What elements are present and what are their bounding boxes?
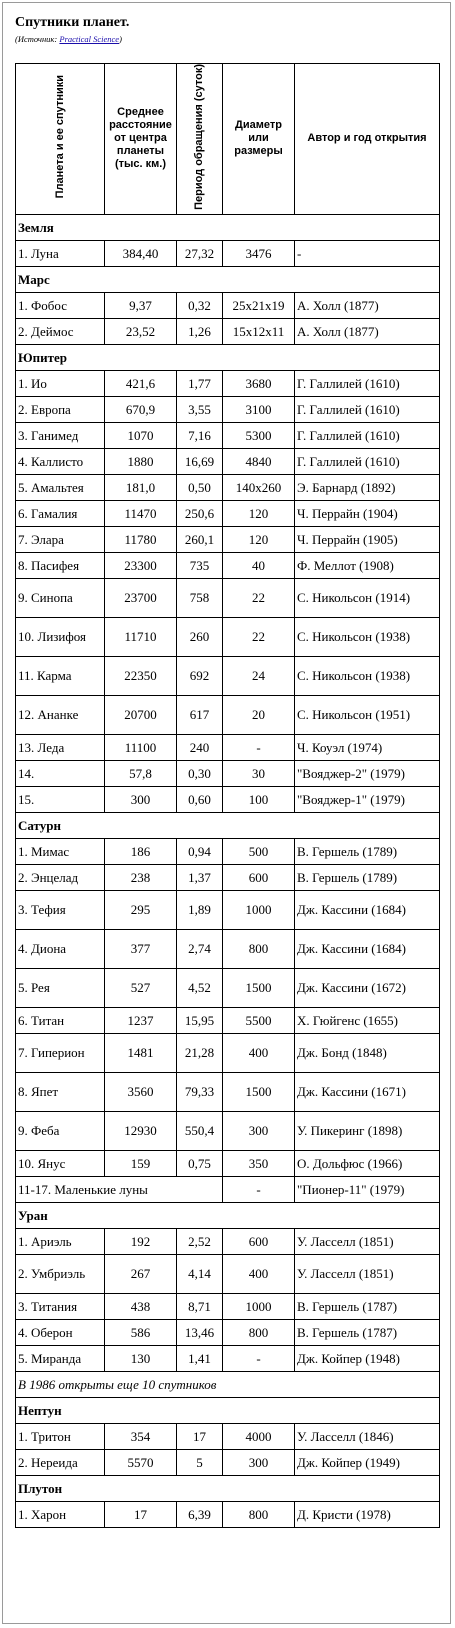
author: С. Никольсон (1914) [295,578,440,617]
diameter: 120 [223,526,295,552]
author: В. Гершель (1789) [295,838,440,864]
satellite-name: 9. Синопа [16,578,105,617]
table-row [16,1150,440,1176]
table-row [16,578,440,617]
distance: 186 [105,838,177,864]
period: 0,94 [177,838,223,864]
distance: 295 [105,890,177,929]
source-suffix: ) [119,34,122,44]
author: У. Ласселл (1851) [295,1254,440,1293]
diameter: 800 [223,1501,295,1527]
author: Дж. Кассини (1671) [295,1072,440,1111]
planet-row [16,1202,440,1228]
period: 5 [177,1449,223,1475]
col-header-diameter: Диаметр или размеры [223,64,295,215]
col-header-distance: Среднее расстояние от центра планеты (тыс. км.) [105,64,177,215]
distance: 1237 [105,1007,177,1033]
table-row [16,786,440,812]
distance: 1070 [105,422,177,448]
diameter: 500 [223,838,295,864]
distance: 438 [105,1293,177,1319]
distance: 11780 [105,526,177,552]
period: 1,77 [177,370,223,396]
diameter: - [223,1345,295,1371]
satellite-name: 1. Тритон [16,1423,105,1449]
period: 3,55 [177,396,223,422]
distance: 5570 [105,1449,177,1475]
author: Дж. Койпер (1948) [295,1345,440,1371]
table-row [16,1176,440,1202]
table-row [16,1345,440,1371]
period: 4,14 [177,1254,223,1293]
period: 0,30 [177,760,223,786]
author: Г. Галлилей (1610) [295,370,440,396]
distance: 377 [105,929,177,968]
period: 7,16 [177,422,223,448]
period: 250,6 [177,500,223,526]
author: А. Холл (1877) [295,292,440,318]
period: 1,41 [177,1345,223,1371]
distance: 181,0 [105,474,177,500]
distance: 1880 [105,448,177,474]
distance: 354 [105,1423,177,1449]
diameter: 1000 [223,890,295,929]
author: О. Дольфюс (1966) [295,1150,440,1176]
col-header-planet: Планета и ее спутники [16,64,105,215]
period: 27,32 [177,240,223,266]
period: 0,75 [177,1150,223,1176]
satellite-name: 10. Янус [16,1150,105,1176]
distance: 192 [105,1228,177,1254]
table-row [16,1449,440,1475]
header-row [16,64,440,215]
period: 13,46 [177,1319,223,1345]
table-row [16,500,440,526]
period: 79,33 [177,1072,223,1111]
diameter: 1000 [223,1293,295,1319]
diameter: 120 [223,500,295,526]
table-row [16,292,440,318]
satellite-name: 3. Титания [16,1293,105,1319]
table-row [16,318,440,344]
diameter: 600 [223,1228,295,1254]
table-row [16,838,440,864]
table-row [16,474,440,500]
table-row [16,1254,440,1293]
satellite-name: 7. Гиперион [16,1033,105,1072]
author: Дж. Кассини (1684) [295,929,440,968]
table-row [16,1423,440,1449]
diameter: 800 [223,929,295,968]
distance: 238 [105,864,177,890]
satellite-name: 2. Нереида [16,1449,105,1475]
table-row [16,968,440,1007]
diameter: 1500 [223,1072,295,1111]
note-text: В 1986 открыты еще 10 спутников [16,1371,440,1397]
diameter: 350 [223,1150,295,1176]
period: 21,28 [177,1033,223,1072]
planet-row [16,812,440,838]
table-row [16,1033,440,1072]
diameter: 30 [223,760,295,786]
table-row [16,448,440,474]
period: 692 [177,656,223,695]
author: В. Гершель (1789) [295,864,440,890]
author: - [295,240,440,266]
diameter: 4000 [223,1423,295,1449]
period: 758 [177,578,223,617]
distance: 20700 [105,695,177,734]
distance: 57,8 [105,760,177,786]
author: С. Никольсон (1951) [295,695,440,734]
author: Дж. Кассини (1672) [295,968,440,1007]
satellite-name: 5. Рея [16,968,105,1007]
satellite-name: 9. Феба [16,1111,105,1150]
satellite-name: 15. [16,786,105,812]
author: Дж. Бонд (1848) [295,1033,440,1072]
author: Э. Барнард (1892) [295,474,440,500]
diameter: 1500 [223,968,295,1007]
distance: 159 [105,1150,177,1176]
table-row [16,929,440,968]
planet-name: Сатурн [16,812,440,838]
satellite-name: 1. Луна [16,240,105,266]
diameter: 400 [223,1254,295,1293]
diameter: 5500 [223,1007,295,1033]
satellite-name: 7. Элара [16,526,105,552]
author: Г. Галлилей (1610) [295,448,440,474]
table-row [16,734,440,760]
distance: 11470 [105,500,177,526]
diameter: - [223,1176,295,1202]
planet-row [16,344,440,370]
author: У. Пикеринг (1898) [295,1111,440,1150]
author: Г. Галлилей (1610) [295,422,440,448]
distance: 17 [105,1501,177,1527]
author: А. Холл (1877) [295,318,440,344]
diameter: 40 [223,552,295,578]
table-body [16,214,440,1527]
table-row [16,552,440,578]
planet-name: Марс [16,266,440,292]
diameter: 100 [223,786,295,812]
period: 0,50 [177,474,223,500]
distance: 22350 [105,656,177,695]
table-row [16,1319,440,1345]
author: У. Ласселл (1851) [295,1228,440,1254]
period: 16,69 [177,448,223,474]
author: Ч. Перрайн (1905) [295,526,440,552]
diameter: 3100 [223,396,295,422]
table-row [16,1111,440,1150]
satellite-name: 8. Пасифея [16,552,105,578]
period: 550,4 [177,1111,223,1150]
satellite-name: 1. Ио [16,370,105,396]
satellite-name: 5. Амальтея [16,474,105,500]
distance: 11100 [105,734,177,760]
diameter: 140x260 [223,474,295,500]
planet-name: Уран [16,1202,440,1228]
satellite-name: 6. Гамалия [16,500,105,526]
diameter: 300 [223,1449,295,1475]
satellite-name: 8. Япет [16,1072,105,1111]
satellite-name: 11. Карма [16,656,105,695]
satellite-name: 1. Мимас [16,838,105,864]
author: У. Ласселл (1846) [295,1423,440,1449]
table-row [16,526,440,552]
satellite-name: 5. Миранда [16,1345,105,1371]
author: "Вояджер-2" (1979) [295,760,440,786]
satellite-name: 1. Харон [16,1501,105,1527]
distance: 23300 [105,552,177,578]
distance: 9,37 [105,292,177,318]
satellite-name: 3. Ганимед [16,422,105,448]
satellite-name: 4. Каллисто [16,448,105,474]
table-row [16,1007,440,1033]
planet-name: Земля [16,214,440,240]
period: 2,52 [177,1228,223,1254]
author: "Пионер-11" (1979) [295,1176,440,1202]
author: Х. Гюйгенс (1655) [295,1007,440,1033]
col-header-period: Период обращения (суток) [177,64,223,215]
table-row [16,656,440,695]
satellite-name: 2. Европа [16,396,105,422]
note-row [16,1371,440,1397]
author: В. Гершель (1787) [295,1319,440,1345]
table-row [16,1228,440,1254]
planet-name: Плутон [16,1475,440,1501]
source-line [15,34,122,45]
source-prefix: (Источник: [15,34,60,44]
planet-row [16,1397,440,1423]
table-row [16,617,440,656]
period: 1,37 [177,864,223,890]
table-row [16,370,440,396]
period: 8,71 [177,1293,223,1319]
period: 1,26 [177,318,223,344]
satellite-name: 2. Энцелад [16,864,105,890]
author: "Вояджер-1" (1979) [295,786,440,812]
period: 260,1 [177,526,223,552]
table-row [16,760,440,786]
distance: 11710 [105,617,177,656]
author: Г. Галлилей (1610) [295,396,440,422]
satellite-name: 1. Фобос [16,292,105,318]
diameter: 20 [223,695,295,734]
author: С. Никольсон (1938) [295,656,440,695]
satellite-name: 3. Тефия [16,890,105,929]
distance: 300 [105,786,177,812]
author: Ч. Коуэл (1974) [295,734,440,760]
distance: 3560 [105,1072,177,1111]
satellite-name: 12. Ананке [16,695,105,734]
author: Д. Кристи (1978) [295,1501,440,1527]
table-row [16,890,440,929]
diameter: 4840 [223,448,295,474]
table-row [16,1293,440,1319]
satellite-name: 2. Умбриэль [16,1254,105,1293]
period: 0,60 [177,786,223,812]
diameter: 400 [223,1033,295,1072]
author: Дж. Койпер (1949) [295,1449,440,1475]
planet-row [16,266,440,292]
diameter: 15x12x11 [223,318,295,344]
col-header-author: Автор и год открытия [295,64,440,215]
distance: 23,52 [105,318,177,344]
period: 4,52 [177,968,223,1007]
author: Дж. Кассини (1684) [295,890,440,929]
distance: 12930 [105,1111,177,1150]
table-row [16,864,440,890]
satellite-name: 13. Леда [16,734,105,760]
source-link[interactable]: Practical Science [59,34,120,44]
author: Ф. Меллот (1908) [295,552,440,578]
diameter: 24 [223,656,295,695]
table-row [16,396,440,422]
period: 6,39 [177,1501,223,1527]
table-row [16,240,440,266]
satellites-table [15,63,440,1528]
satellite-name: 11-17. Маленькие луны [16,1176,223,1202]
diameter: 5300 [223,422,295,448]
period: 17 [177,1423,223,1449]
distance: 130 [105,1345,177,1371]
diameter: 25x21x19 [223,292,295,318]
satellite-name: 14. [16,760,105,786]
diameter: 22 [223,617,295,656]
distance: 1481 [105,1033,177,1072]
period: 240 [177,734,223,760]
author: В. Гершель (1787) [295,1293,440,1319]
table-row [16,1501,440,1527]
period: 617 [177,695,223,734]
diameter: 800 [223,1319,295,1345]
satellite-name: 2. Деймос [16,318,105,344]
period: 0,32 [177,292,223,318]
period: 735 [177,552,223,578]
diameter: 3680 [223,370,295,396]
diameter: 22 [223,578,295,617]
period: 260 [177,617,223,656]
diameter: 3476 [223,240,295,266]
satellite-name: 10. Лизифоя [16,617,105,656]
planet-name: Юпитер [16,344,440,370]
planet-row [16,214,440,240]
table-row [16,695,440,734]
distance: 586 [105,1319,177,1345]
table-row [16,1072,440,1111]
author: Ч. Перрайн (1904) [295,500,440,526]
page-title: Спутники планет. [15,15,130,30]
planet-name: Нептун [16,1397,440,1423]
satellite-name: 4. Оберон [16,1319,105,1345]
diameter: 300 [223,1111,295,1150]
period: 15,95 [177,1007,223,1033]
distance: 384,40 [105,240,177,266]
satellite-name: 6. Титан [16,1007,105,1033]
distance: 527 [105,968,177,1007]
table-row [16,422,440,448]
period: 2,74 [177,929,223,968]
distance: 23700 [105,578,177,617]
page [2,2,451,1624]
period: 1,89 [177,890,223,929]
distance: 267 [105,1254,177,1293]
planet-row [16,1475,440,1501]
distance: 421,6 [105,370,177,396]
distance: 670,9 [105,396,177,422]
author: С. Никольсон (1938) [295,617,440,656]
satellite-name: 4. Диона [16,929,105,968]
diameter: 600 [223,864,295,890]
satellite-name: 1. Ариэль [16,1228,105,1254]
diameter: - [223,734,295,760]
